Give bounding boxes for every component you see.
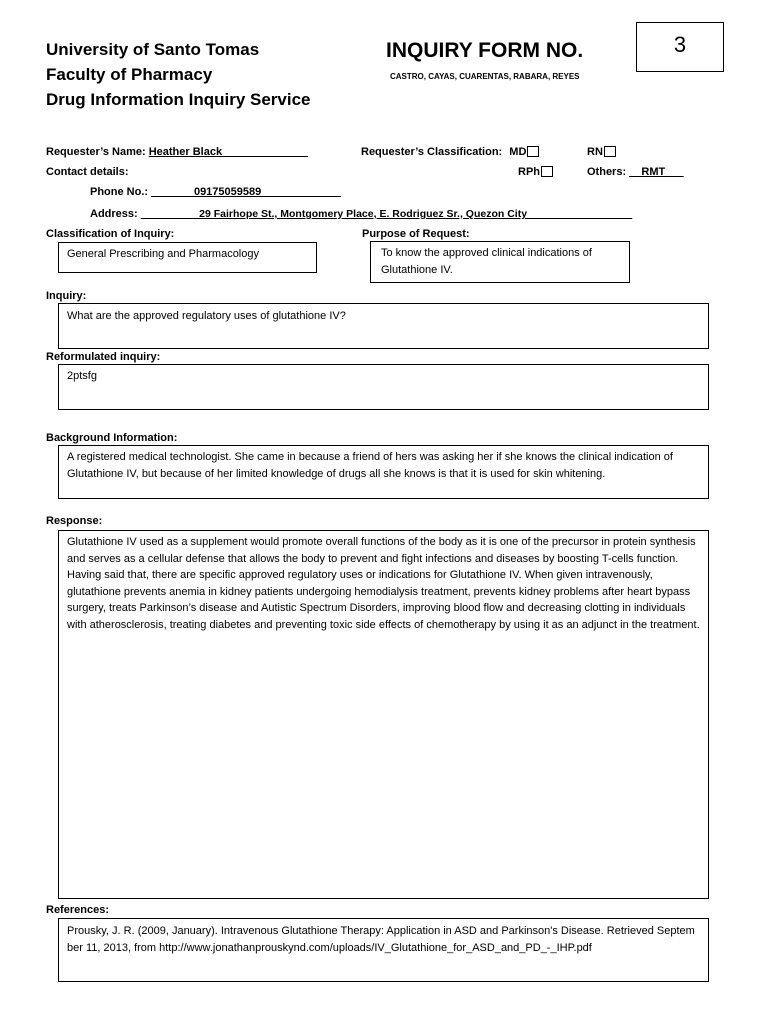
rph-checkbox[interactable] [541,166,553,177]
requester-name-label: Requester’s Name: [46,146,146,158]
background-box[interactable] [58,445,709,499]
reformulated-value: 2ptsfg [67,370,97,382]
classification-value: General Prescribing and Pharmacology [67,248,259,260]
faculty-name: Faculty of Pharmacy [46,65,213,84]
background-label: Background Information: [46,432,178,444]
md-checkbox[interactable] [527,146,539,157]
phone-label: Phone No.: [90,186,149,198]
purpose-label: Purpose of Request: [362,228,470,240]
requester-classification-label: Requester’s Classification: [361,146,503,158]
form-title: INQUIRY FORM NO. [386,39,584,62]
requester-name-row [46,146,308,158]
references-box[interactable] [58,918,709,982]
purpose-value: To know the approved clinical indications of Glutathione IV. [381,247,592,276]
md-label: MD [509,146,527,158]
form-number: 3 [673,32,687,57]
address-label: Address: [90,208,138,220]
others-label: Others: [587,166,627,178]
requester-classification-row [361,146,539,158]
inquiry-box[interactable] [58,303,709,349]
phone-row [90,186,341,198]
inquiry-value: What are the approved regulatory uses of glutathione IV? [67,310,346,322]
others-option [587,166,684,178]
contact-label: Contact details: [46,166,129,178]
requester-name-value[interactable]: Heather Black______________ [148,146,308,158]
reformulated-label: Reformulated inquiry: [46,351,161,363]
phone-value[interactable]: _______09175059589_____________ [151,186,341,198]
purpose-box[interactable] [370,241,630,283]
classification-box[interactable] [58,242,317,273]
authors: CASTRO, CAYAS, CUARENTAS, RABARA, REYES [390,72,580,81]
rn-label: RN [587,146,603,158]
form-number-box [636,22,724,72]
address-value[interactable]: __________29 Fairhope St., Montgomery Place, E. Rodriguez Sr., Quezon City__________________ [140,208,633,220]
address-row [90,208,632,220]
references-value: Prousky, J. R. (2009, January). Intravenous Glutathione Therapy: Application in ASD and Parkinson's Disease. Retrieved September 11, 2013, from http://www.jonathanprouskynd.com/uploads/IV_Glutathione_for_ASD_and_PD_-_IHP.pdf [67,925,695,954]
response-label: Response: [46,515,103,527]
university-name: University of Santo Tomas [46,40,260,59]
rph-label: RPh [518,166,540,178]
rn-option [587,146,616,158]
classification-label: Classification of Inquiry: [46,228,175,240]
others-value[interactable]: __RMT___ [629,166,684,178]
response-value: Glutathione IV used as a supplement would promote overall functions of the body as it is one of the precursor in protein synthesis and serves as a cellular defense that allows the body to prevent and fight infections and diseases by boosting T-cells function. Having said that, there are specific approved regulatory uses or indications for Glutathione IV. When given intravenously, glutathione prevents anemia in kidney patients undergoing hemodialysis treatment, prevents kidney problems after heart bypass surgery, treats Parkinson’s disease and Autistic Spectrum Disorders, improving blood flow and decreasing clotting in individuals with atherosclerosis, treating diabetes and preventing toxic side effects of chemotherapy by using it as an adjunct in the treatment. [67,536,700,631]
reformulated-box[interactable] [58,364,709,410]
rn-checkbox[interactable] [604,146,616,157]
background-value: A registered medical technologist. She came in because a friend of hers was asking her if she knows the clinical indication of Glutathione IV, but because of her limited knowledge of drugs all she knows is that it is used for skin whitening. [67,451,673,480]
service-name: Drug Information Inquiry Service [46,90,311,109]
response-box[interactable] [58,530,709,899]
references-label: References: [46,904,109,916]
inquiry-label: Inquiry: [46,290,87,302]
rph-option [518,166,553,178]
